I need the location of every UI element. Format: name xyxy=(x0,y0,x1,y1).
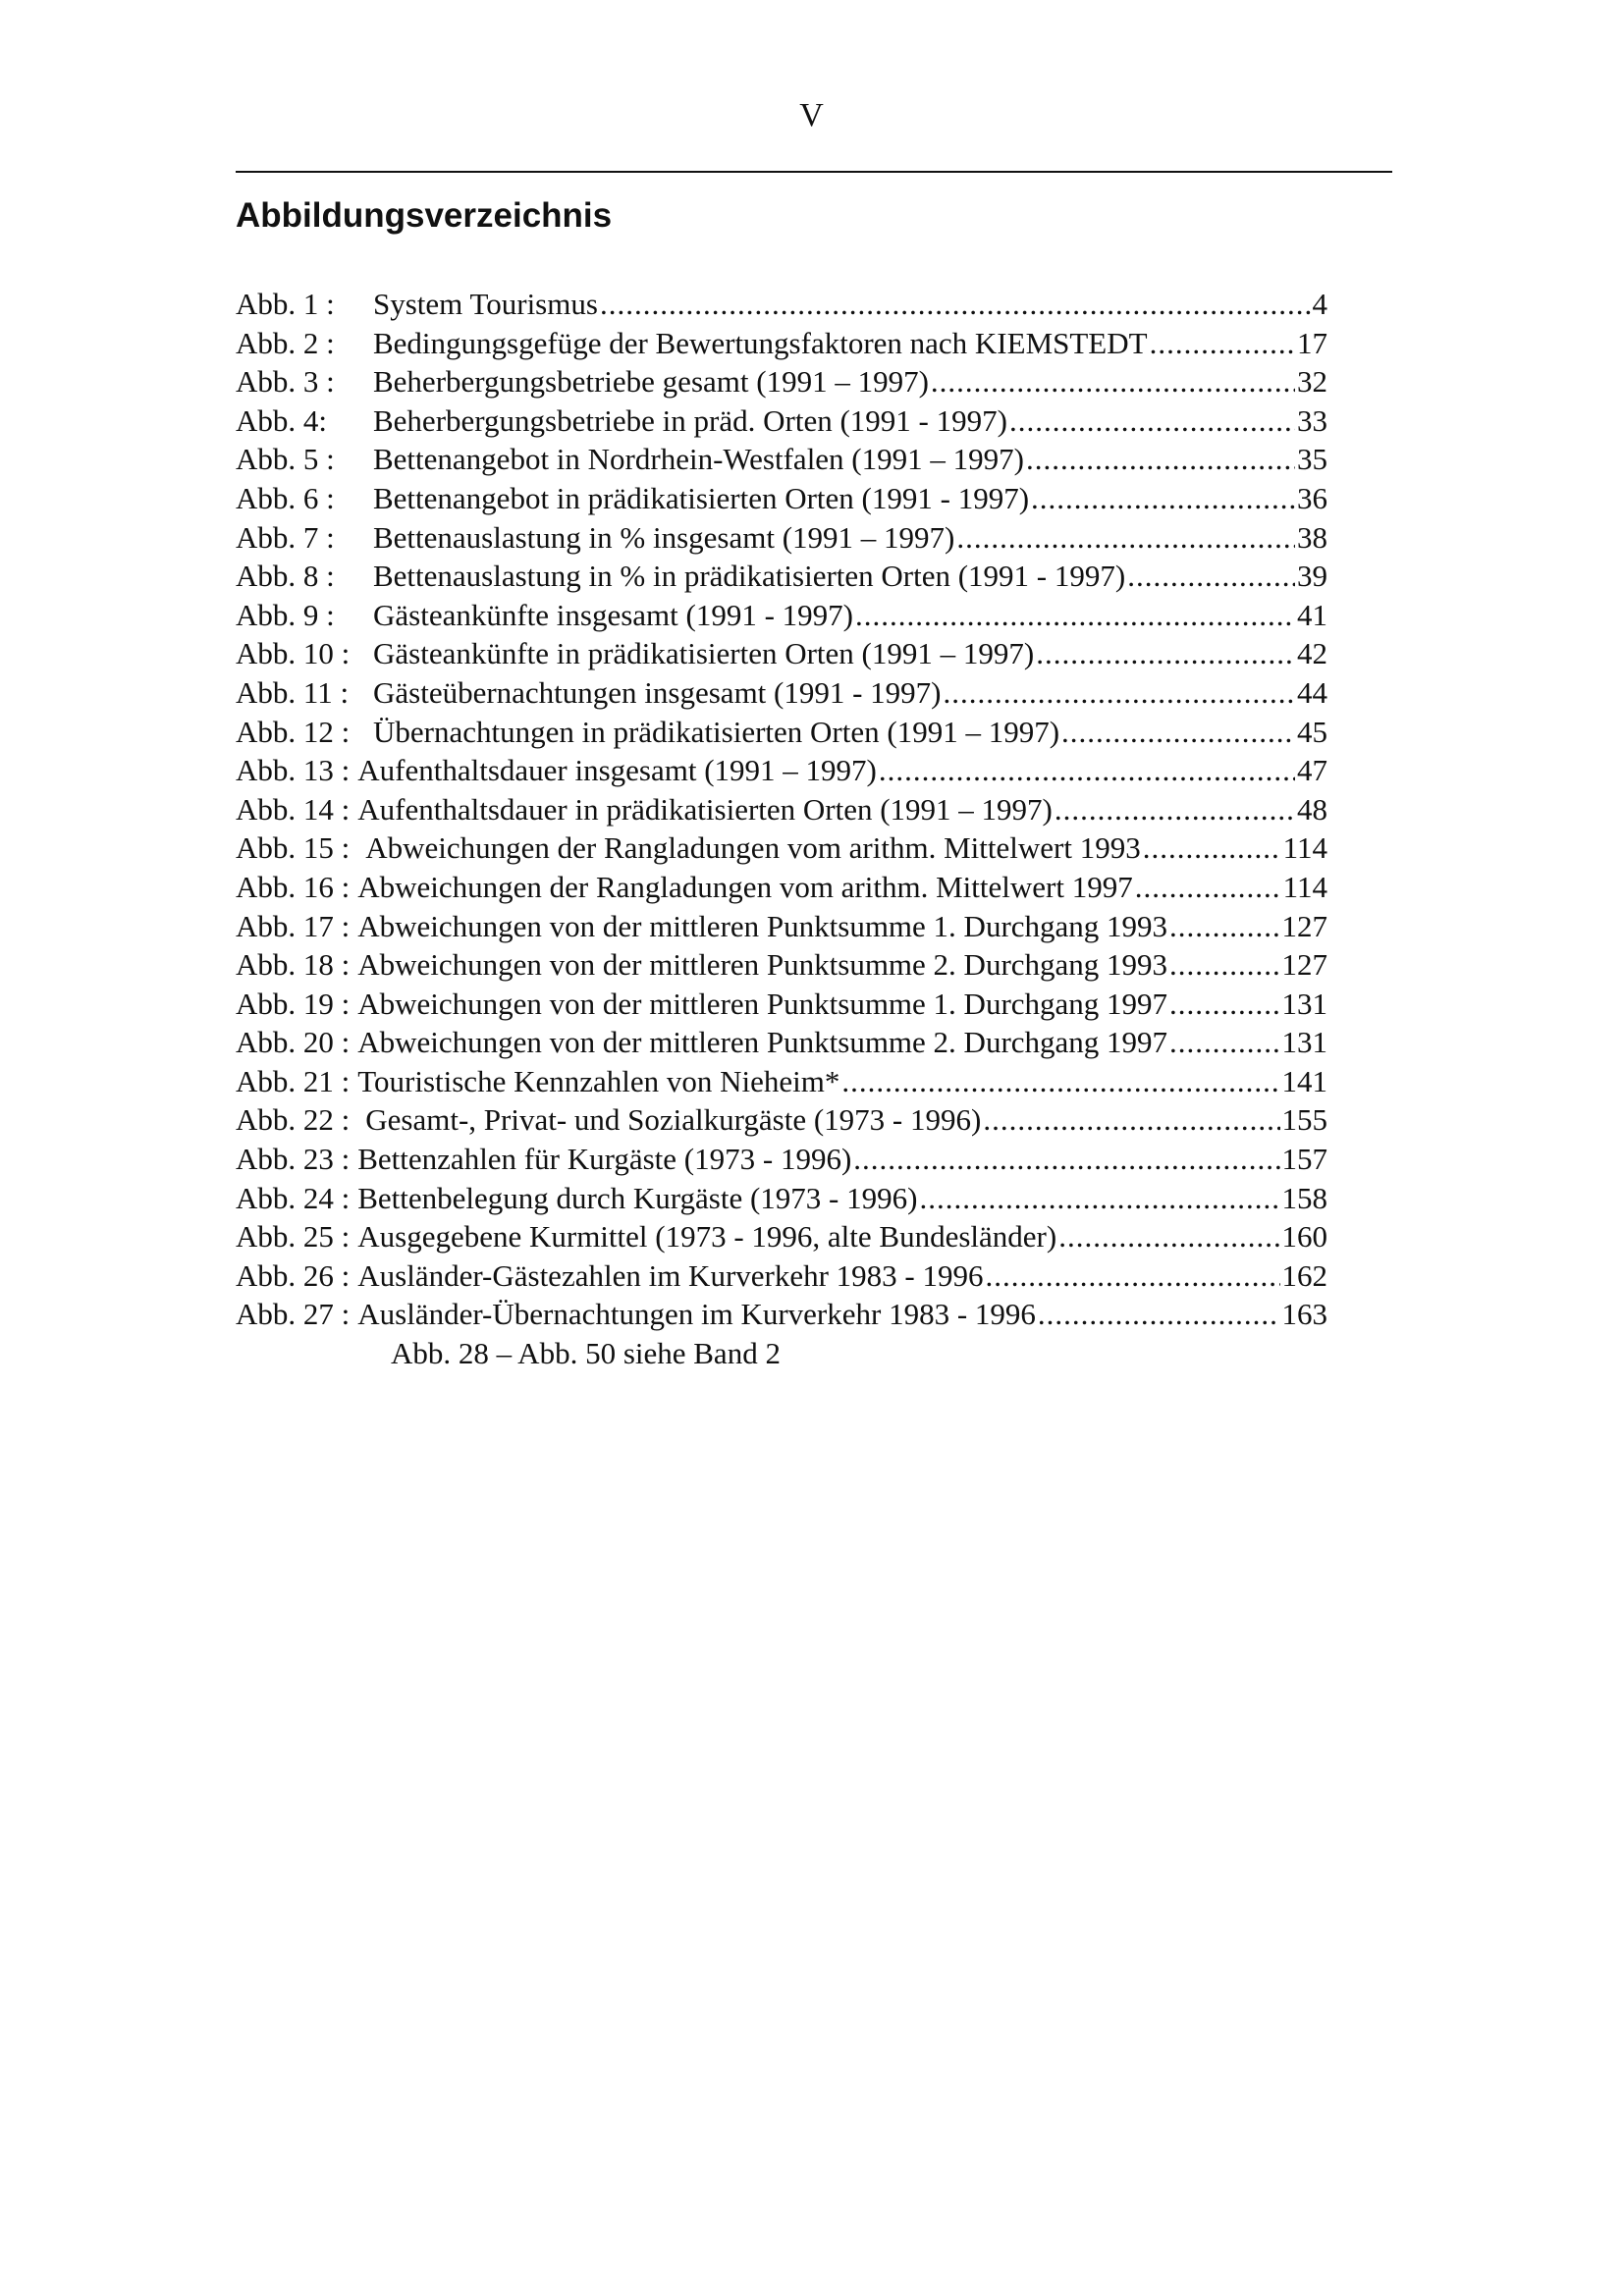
entry-title: Übernachtungen in prädikatisierten Orten (1991 – 1997) xyxy=(373,714,1060,749)
entry-page-number: 160 xyxy=(1281,1219,1327,1255)
toc-entry xyxy=(236,557,1327,596)
toc-note: Abb. 28 – Abb. 50 siehe Band 2 xyxy=(391,1336,781,1371)
entry-page-number: 158 xyxy=(1281,1180,1327,1215)
entry-title: Abweichungen von der mittleren Punktsumme 2. Durchgang 1993 xyxy=(357,947,1168,983)
entry-page-number: 162 xyxy=(1281,1257,1327,1293)
entry-label: Abb. 1 : xyxy=(236,287,335,321)
toc-entry xyxy=(236,945,1327,985)
toc-entry xyxy=(236,1256,1327,1296)
entry-label: Abb. 6 : xyxy=(236,480,335,515)
dot-leader xyxy=(855,596,1295,635)
entry-label: Abb. 23 : xyxy=(236,1142,351,1177)
page-number: V xyxy=(799,97,824,133)
entry-title: Touristische Kennzahlen von Nieheim* xyxy=(357,1063,840,1098)
entry-page-number: 17 xyxy=(1297,325,1327,360)
toc-entry xyxy=(236,479,1327,518)
entry-page-number: 47 xyxy=(1297,753,1327,788)
entry-label: Abb. 22 : xyxy=(236,1102,351,1138)
entry-label: Abb. 8 : xyxy=(236,559,335,594)
entry-label: Abb. 27 : xyxy=(236,1297,351,1332)
dot-leader xyxy=(1036,634,1295,673)
dot-leader xyxy=(1150,324,1295,363)
dot-leader xyxy=(1026,440,1295,479)
entry-label: Abb. 20 : xyxy=(236,1025,351,1060)
entry-page-number: 141 xyxy=(1281,1063,1327,1098)
toc-entry xyxy=(236,1062,1327,1101)
dot-leader xyxy=(1169,985,1279,1024)
toc-entry xyxy=(236,868,1327,907)
entry-label: Abb. 17 : xyxy=(236,908,351,943)
entry-title: Abweichungen von der mittleren Punktsumme 1. Durchgang 1993 xyxy=(357,908,1168,943)
dot-leader xyxy=(1143,828,1281,868)
toc-entry xyxy=(236,518,1327,558)
dot-leader xyxy=(1058,1217,1279,1256)
entry-label: Abb. 26 : xyxy=(236,1257,351,1293)
dot-leader xyxy=(1031,479,1295,518)
entry-label: Abb. 18 : xyxy=(236,947,351,983)
toc-entry xyxy=(236,440,1327,479)
toc-entry xyxy=(236,285,1327,324)
entry-title: Bettenangebot in Nordrhein-Westfalen (1991 – 1997) xyxy=(373,442,1024,477)
dot-leader xyxy=(1135,868,1281,907)
entry-page-number: 38 xyxy=(1297,519,1327,555)
entry-title: Bettenangebot in prädikatisierten Orten (1991 - 1997) xyxy=(373,480,1030,515)
entry-page-number: 131 xyxy=(1281,986,1327,1021)
dot-leader xyxy=(1038,1295,1280,1334)
entry-page-number: 127 xyxy=(1281,947,1327,983)
entry-page-number: 163 xyxy=(1281,1297,1327,1332)
entry-label: Abb. 11 : xyxy=(236,674,350,710)
entry-title: Beherbergungsbetriebe gesamt (1991 – 1997) xyxy=(373,364,929,400)
dot-leader xyxy=(1061,713,1295,752)
entry-title: Abweichungen von der mittleren Punktsumme 2. Durchgang 1997 xyxy=(357,1025,1168,1060)
entry-title: Gesamt-, Privat- und Sozialkurgäste (1973 - 1996) xyxy=(365,1102,982,1138)
entry-title: Ausländer-Gästezahlen im Kurverkehr 1983 - 1996 xyxy=(357,1257,984,1293)
entry-label: Abb. 16 : xyxy=(236,869,351,904)
toc-entry xyxy=(236,713,1327,752)
dot-leader xyxy=(841,1062,1279,1101)
entry-label: Abb. 12 : xyxy=(236,714,351,749)
entry-label: Abb. 24 : xyxy=(236,1180,351,1215)
entry-page-number: 44 xyxy=(1297,674,1327,710)
entry-page-number: 32 xyxy=(1297,364,1327,400)
toc-entry xyxy=(236,1295,1327,1334)
entry-page-number: 4 xyxy=(1312,287,1327,321)
toc-entry xyxy=(236,634,1327,673)
dot-leader xyxy=(879,751,1295,790)
toc-entry xyxy=(236,324,1327,363)
entry-label: Abb. 19 : xyxy=(236,986,351,1021)
toc-entry xyxy=(236,1179,1327,1218)
toc-entry xyxy=(236,751,1327,790)
toc-entry xyxy=(236,790,1327,829)
dot-leader xyxy=(1009,401,1295,441)
toc-entry xyxy=(236,828,1327,868)
entry-title: Gästeübernachtungen insgesamt (1991 - 1997) xyxy=(373,674,942,710)
dot-leader xyxy=(983,1100,1279,1140)
entry-title: Beherbergungsbetriebe in präd. Orten (1991 - 1997) xyxy=(373,402,1007,438)
dot-leader xyxy=(986,1256,1280,1296)
entry-title: Abweichungen der Rangladungen vom arithm. Mittelwert 1993 xyxy=(365,830,1141,866)
entry-label: Abb. 9 : xyxy=(236,597,335,632)
entry-page-number: 35 xyxy=(1297,442,1327,477)
dot-leader xyxy=(931,362,1295,401)
dot-leader xyxy=(956,518,1295,558)
figure-list xyxy=(236,285,1327,1373)
entry-page-number: 39 xyxy=(1297,559,1327,594)
entry-label: Abb. 13 : xyxy=(236,753,351,788)
entry-page-number: 114 xyxy=(1282,869,1327,904)
dot-leader xyxy=(1127,557,1295,596)
entry-title: Bettenauslastung in % in prädikatisierten Orten (1991 - 1997) xyxy=(373,559,1126,594)
entry-page-number: 41 xyxy=(1297,597,1327,632)
entry-title: System Tourismus xyxy=(373,287,598,321)
page-title: Abbildungsverzeichnis xyxy=(236,196,613,235)
entry-title: Abweichungen von der mittleren Punktsumme 1. Durchgang 1997 xyxy=(357,986,1168,1021)
entry-title: Ausgegebene Kurmittel (1973 - 1996, alte Bundesländer) xyxy=(357,1219,1057,1255)
entry-page-number: 131 xyxy=(1281,1025,1327,1060)
entry-title: Ausländer-Übernachtungen im Kurverkehr 1983 - 1996 xyxy=(357,1297,1036,1332)
entry-page-number: 42 xyxy=(1297,636,1327,671)
dot-leader xyxy=(1055,790,1295,829)
toc-entry xyxy=(236,907,1327,946)
dot-leader xyxy=(853,1140,1279,1179)
toc-entry xyxy=(236,1217,1327,1256)
entry-page-number: 48 xyxy=(1297,791,1327,827)
entry-label: Abb. 21 : xyxy=(236,1063,351,1098)
dot-leader xyxy=(1169,1023,1279,1062)
entry-title: Gästeankünfte insgesamt (1991 - 1997) xyxy=(373,597,853,632)
entry-title: Bedingungsgefüge der Bewertungsfaktoren nach KIEMSTEDT xyxy=(373,325,1148,360)
entry-label: Abb. 10 : xyxy=(236,636,351,671)
toc-entry xyxy=(236,1100,1327,1140)
entry-title: Aufenthaltsdauer insgesamt (1991 – 1997) xyxy=(357,753,877,788)
entry-page-number: 36 xyxy=(1297,480,1327,515)
toc-entry xyxy=(236,1023,1327,1062)
entry-page-number: 127 xyxy=(1281,908,1327,943)
dot-leader xyxy=(1169,907,1279,946)
entry-label: Abb. 14 : xyxy=(236,791,351,827)
toc-entry xyxy=(236,673,1327,713)
entry-title: Bettenzahlen für Kurgäste (1973 - 1996) xyxy=(357,1142,852,1177)
entry-title: Gästeankünfte in prädikatisierten Orten (1991 – 1997) xyxy=(373,636,1035,671)
toc-entry xyxy=(236,401,1327,441)
entry-label: Abb. 7 : xyxy=(236,519,335,555)
dot-leader xyxy=(600,285,1311,324)
toc-entry xyxy=(236,985,1327,1024)
toc-entry xyxy=(236,1140,1327,1179)
entry-label: Abb. 3 : xyxy=(236,364,335,400)
header-rule xyxy=(236,171,1392,173)
entry-page-number: 45 xyxy=(1297,714,1327,749)
entry-label: Abb. 15 : xyxy=(236,830,351,866)
entry-label: Abb. 25 : xyxy=(236,1219,351,1255)
toc-entry xyxy=(236,596,1327,635)
dot-leader xyxy=(944,673,1295,713)
entry-page-number: 155 xyxy=(1281,1102,1327,1138)
entry-label: Abb. 5 : xyxy=(236,442,335,477)
entry-title: Abweichungen der Rangladungen vom arithm. Mittelwert 1997 xyxy=(357,869,1133,904)
dot-leader xyxy=(1169,945,1279,985)
entry-title: Aufenthaltsdauer in prädikatisierten Orten (1991 – 1997) xyxy=(357,791,1053,827)
entry-page-number: 157 xyxy=(1281,1142,1327,1177)
entry-label: Abb. 4: xyxy=(236,402,327,438)
entry-page-number: 33 xyxy=(1297,402,1327,438)
entry-title: Bettenbelegung durch Kurgäste (1973 - 1996) xyxy=(357,1180,918,1215)
entry-label: Abb. 2 : xyxy=(236,325,335,360)
entry-title: Bettenauslastung in % insgesamt (1991 – 1997) xyxy=(373,519,955,555)
toc-entry xyxy=(236,362,1327,401)
entry-page-number: 114 xyxy=(1282,830,1327,866)
dot-leader xyxy=(919,1179,1279,1218)
